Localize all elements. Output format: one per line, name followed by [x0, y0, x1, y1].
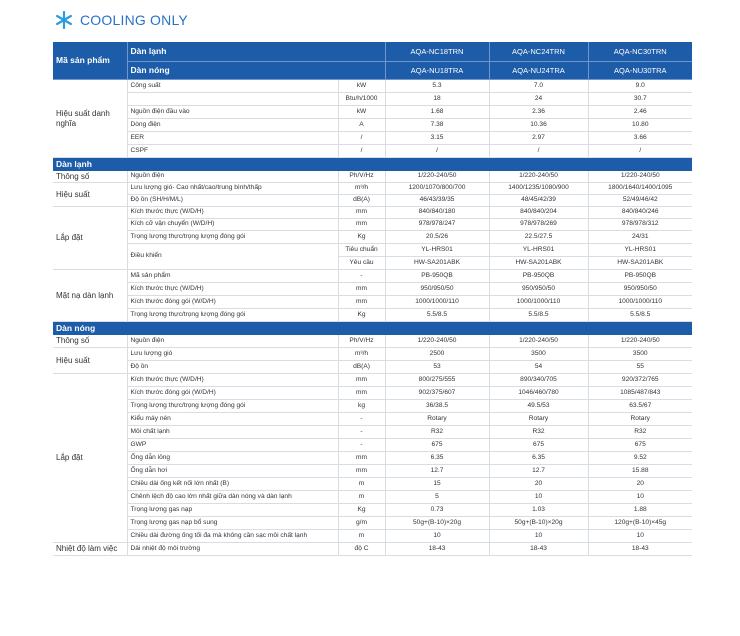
row-unit: mm — [338, 452, 385, 465]
row-value: 1200/1070/800/700 — [385, 183, 489, 195]
row-label: Ống dẫn lỏng — [127, 452, 338, 465]
table-row — [53, 400, 692, 413]
row-label: Chiều dài ống kết nối lớn nhất (B) — [127, 478, 338, 491]
row-value: 675 — [385, 439, 489, 452]
row-unit: mm — [338, 219, 385, 231]
row-value: 950/950/50 — [385, 283, 489, 296]
row-label: CSPF — [127, 145, 338, 158]
row-label: Chiều dài đường ống tối đa mà không cần sạc môi chất lạnh — [127, 530, 338, 543]
row-value: 2.36 — [489, 106, 588, 119]
row-value: 36/38.5 — [385, 400, 489, 413]
row-value: 675 — [588, 439, 692, 452]
row-value: 840/840/204 — [489, 207, 588, 219]
row-label: Nguồn điện — [127, 335, 338, 348]
row-value: PB-950QB — [385, 270, 489, 283]
row-label: Trọng lượng thực/trọng lượng đóng gói — [127, 231, 338, 244]
row-value: YL-HRS01 — [588, 244, 692, 257]
row-value: 2500 — [385, 348, 489, 361]
heading-title: COOLING ONLY — [80, 12, 188, 28]
row-label: Kiểu máy nén — [127, 413, 338, 426]
row-value: PB-950QB — [489, 270, 588, 283]
row-value: 1000/1000/110 — [588, 296, 692, 309]
table-row — [53, 132, 692, 145]
row-label: Nguồn điện — [127, 171, 338, 183]
row-value: 1.88 — [588, 504, 692, 517]
table-row — [53, 374, 692, 387]
row-value: Rotary — [588, 413, 692, 426]
row-value: 54 — [489, 361, 588, 374]
table-row — [53, 145, 692, 158]
row-value: 1.68 — [385, 106, 489, 119]
row-value: HW-SA201ABK — [489, 257, 588, 270]
table-row — [53, 231, 692, 244]
row-unit: mm — [338, 465, 385, 478]
table-row — [53, 452, 692, 465]
row-label: Trọng lượng thực/trọng lượng đóng gói — [127, 400, 338, 413]
row-value: 3.15 — [385, 132, 489, 145]
row-value: 18-43 — [588, 543, 692, 556]
row-value: 5.5/8.5 — [588, 309, 692, 322]
row-value: 1/220-240/50 — [489, 335, 588, 348]
row-value: 978/978/269 — [489, 219, 588, 231]
outdoor-model: AQA-NU30TRA — [588, 61, 692, 79]
row-unit: Ph/V/Hz — [338, 171, 385, 183]
table-row — [53, 387, 692, 400]
row-label: Mã sản phẩm — [127, 270, 338, 283]
row-value: 6.35 — [385, 452, 489, 465]
row-label: Môi chất lạnh — [127, 426, 338, 439]
row-value: 1400/1235/1080/900 — [489, 183, 588, 195]
row-value: PB-950QB — [588, 270, 692, 283]
row-value: 9.0 — [588, 80, 692, 93]
row-label: Dải nhiệt độ môi trường — [127, 543, 338, 556]
indoor-label: Dàn lạnh — [127, 42, 385, 61]
row-unit: Yêu cầu — [338, 257, 385, 270]
row-value: 18-43 — [385, 543, 489, 556]
table-row — [53, 219, 692, 231]
table-row — [53, 171, 692, 183]
row-unit: - — [338, 426, 385, 439]
row-label: GWP — [127, 439, 338, 452]
table-row — [53, 348, 692, 361]
row-value: 10 — [489, 530, 588, 543]
table-row — [53, 195, 692, 207]
table-row — [53, 439, 692, 452]
row-value: 22.5/27.5 — [489, 231, 588, 244]
row-label: Nguồn điện đầu vào — [127, 106, 338, 119]
snowflake-icon — [54, 10, 74, 30]
row-value: YL-HRS01 — [489, 244, 588, 257]
section-title: Dàn lạnh — [53, 158, 692, 171]
group-label: Hiệu suất — [53, 183, 127, 207]
row-value: 3.66 — [588, 132, 692, 145]
table-row — [53, 93, 692, 106]
row-value: 46/43/39/35 — [385, 195, 489, 207]
row-value: 3500 — [588, 348, 692, 361]
row-value: 24/31 — [588, 231, 692, 244]
row-unit: Kg — [338, 504, 385, 517]
table-row — [53, 491, 692, 504]
row-value: R32 — [489, 426, 588, 439]
table-row — [53, 296, 692, 309]
row-unit: mm — [338, 374, 385, 387]
header-row-outdoor — [53, 61, 692, 79]
row-unit: - — [338, 270, 385, 283]
row-value: 950/950/50 — [588, 283, 692, 296]
product-code-label: Mã sản phẩm — [53, 42, 127, 80]
row-value: 5.5/8.5 — [489, 309, 588, 322]
row-value: HW-SA201ABK — [588, 257, 692, 270]
row-unit: kW — [338, 80, 385, 93]
row-label: Lưu lượng gió- Cao nhất/cao/trung bình/thấp — [127, 183, 338, 195]
row-label — [127, 93, 338, 106]
row-value: 1/220-240/50 — [588, 335, 692, 348]
row-value: 1000/1000/110 — [489, 296, 588, 309]
row-unit: - — [338, 439, 385, 452]
row-value: 15 — [385, 478, 489, 491]
row-value: 1/220-240/50 — [385, 335, 489, 348]
row-value: 5 — [385, 491, 489, 504]
row-value: 9.52 — [588, 452, 692, 465]
row-label: Kích thước thực (W/D/H) — [127, 207, 338, 219]
row-label: EER — [127, 132, 338, 145]
row-value: 800/275/555 — [385, 374, 489, 387]
row-label: Kích cỡ vận chuyển (W/D/H) — [127, 219, 338, 231]
row-value: HW-SA201ABK — [385, 257, 489, 270]
row-unit: dB(A) — [338, 195, 385, 207]
table-row — [53, 504, 692, 517]
row-unit: m — [338, 491, 385, 504]
row-label: Kích thước đóng gói (W/D/H) — [127, 296, 338, 309]
row-value: 1000/1000/110 — [385, 296, 489, 309]
indoor-model: AQA-NC18TRN — [385, 42, 489, 61]
row-value: 50g+(B-10)×20g — [385, 517, 489, 530]
table-row — [53, 530, 692, 543]
row-value: 30.7 — [588, 93, 692, 106]
row-value: 675 — [489, 439, 588, 452]
row-value: 10.80 — [588, 119, 692, 132]
row-label: Công suất — [127, 80, 338, 93]
section-row-indoor — [53, 158, 692, 171]
row-unit: A — [338, 119, 385, 132]
row-label: Chênh lệch độ cao lớn nhất giữa dàn nóng và dàn lạnh — [127, 491, 338, 504]
row-value: 20 — [588, 478, 692, 491]
row-label: Lưu lượng gió — [127, 348, 338, 361]
row-unit: độ C — [338, 543, 385, 556]
row-value: 1/220-240/50 — [489, 171, 588, 183]
header-row-indoor — [53, 42, 692, 61]
row-value: 1.03 — [489, 504, 588, 517]
row-unit: kW — [338, 106, 385, 119]
row-value: 2.46 — [588, 106, 692, 119]
row-unit: Btu/h/1000 — [338, 93, 385, 106]
row-value: / — [489, 145, 588, 158]
row-label: Dòng điện — [127, 119, 338, 132]
table-row — [53, 478, 692, 491]
row-unit: kg — [338, 400, 385, 413]
indoor-model: AQA-NC30TRN — [588, 42, 692, 61]
table-row — [53, 543, 692, 556]
row-value: 53 — [385, 361, 489, 374]
indoor-model: AQA-NC24TRN — [489, 42, 588, 61]
group-label: Thông số — [53, 335, 127, 348]
row-value: 920/372/765 — [588, 374, 692, 387]
row-unit: / — [338, 145, 385, 158]
row-unit: m³/h — [338, 348, 385, 361]
row-value: 7.0 — [489, 80, 588, 93]
table-row — [53, 413, 692, 426]
section-heading — [54, 10, 188, 30]
table-row — [53, 335, 692, 348]
row-value: 24 — [489, 93, 588, 106]
row-value: 10 — [385, 530, 489, 543]
row-unit: / — [338, 132, 385, 145]
table-row — [53, 244, 692, 257]
row-label: Trọng lượng gas nạp — [127, 504, 338, 517]
outdoor-model: AQA-NU24TRA — [489, 61, 588, 79]
table-row — [53, 426, 692, 439]
row-label: Kích thước đóng gói (W/D/H) — [127, 387, 338, 400]
group-label: Lắp đặt — [53, 207, 127, 270]
table-row — [53, 283, 692, 296]
row-value: 2.97 — [489, 132, 588, 145]
row-value: 10.36 — [489, 119, 588, 132]
row-value: 49.5/53 — [489, 400, 588, 413]
row-value: 10 — [588, 530, 692, 543]
row-value: 20 — [489, 478, 588, 491]
row-value: Rotary — [489, 413, 588, 426]
outdoor-model: AQA-NU18TRA — [385, 61, 489, 79]
row-value: 5.5/8.5 — [385, 309, 489, 322]
row-value: 1/220-240/50 — [588, 171, 692, 183]
row-value: 10 — [588, 491, 692, 504]
row-value: 1046/460/780 — [489, 387, 588, 400]
row-value: 1800/1640/1400/1095 — [588, 183, 692, 195]
row-value: 7.38 — [385, 119, 489, 132]
row-value: R32 — [385, 426, 489, 439]
row-value: 18 — [385, 93, 489, 106]
row-value: / — [588, 145, 692, 158]
table-row — [53, 270, 692, 283]
section-title: Dàn nóng — [53, 322, 692, 335]
group-label: Nhiệt độ làm việc — [53, 543, 127, 556]
row-unit: mm — [338, 387, 385, 400]
group-label: Lắp đặt — [53, 374, 127, 543]
row-unit: mm — [338, 296, 385, 309]
row-unit: Kg — [338, 231, 385, 244]
row-unit: mm — [338, 207, 385, 219]
row-unit: m³/h — [338, 183, 385, 195]
row-value: / — [385, 145, 489, 158]
row-value: 12.7 — [489, 465, 588, 478]
row-unit: mm — [338, 283, 385, 296]
row-unit: Kg — [338, 309, 385, 322]
row-unit: dB(A) — [338, 361, 385, 374]
row-value: 55 — [588, 361, 692, 374]
row-unit: m — [338, 530, 385, 543]
row-label: Kích thước thực (W/D/H) — [127, 283, 338, 296]
row-value: 978/978/247 — [385, 219, 489, 231]
table-row — [53, 119, 692, 132]
row-unit: Tiêu chuẩn — [338, 244, 385, 257]
row-value: 18-43 — [489, 543, 588, 556]
row-value: 63.5/67 — [588, 400, 692, 413]
row-value: R32 — [588, 426, 692, 439]
row-value: 978/978/312 — [588, 219, 692, 231]
row-value: 890/340/705 — [489, 374, 588, 387]
table-row — [53, 465, 692, 478]
table-row — [53, 183, 692, 195]
table-row — [53, 361, 692, 374]
row-value: 50g+(B-10)×20g — [489, 517, 588, 530]
table-row — [53, 517, 692, 530]
table-row — [53, 106, 692, 119]
row-label: Độ ồn (SH/H/M/L) — [127, 195, 338, 207]
row-value: 15.88 — [588, 465, 692, 478]
table-row — [53, 207, 692, 219]
row-label: Điều khiển — [127, 244, 338, 270]
row-value: 120g+(B-10)×45g — [588, 517, 692, 530]
row-label: Kích thước thực (W/D/H) — [127, 374, 338, 387]
row-value: 6.35 — [489, 452, 588, 465]
row-value: 10 — [489, 491, 588, 504]
row-value: 20.5/26 — [385, 231, 489, 244]
row-label: Trọng lượng thực/trọng lượng đóng gói — [127, 309, 338, 322]
row-value: 12.7 — [385, 465, 489, 478]
row-value: 5.3 — [385, 80, 489, 93]
row-label: Độ ồn — [127, 361, 338, 374]
outdoor-label: Dàn nóng — [127, 61, 385, 79]
group-label: Hiệu suất — [53, 348, 127, 374]
row-label: Ống dẫn hơi — [127, 465, 338, 478]
section-row-outdoor — [53, 322, 692, 335]
row-label: Trọng lượng gas nạp bổ sung — [127, 517, 338, 530]
row-unit: Ph/V/Hz — [338, 335, 385, 348]
spec-table — [53, 42, 692, 556]
row-value: YL-HRS01 — [385, 244, 489, 257]
row-value: 840/840/180 — [385, 207, 489, 219]
row-value: 1085/487/843 — [588, 387, 692, 400]
row-value: 902/375/607 — [385, 387, 489, 400]
group-label: Mặt nạ dàn lạnh — [53, 270, 127, 322]
row-value: 48/45/42/39 — [489, 195, 588, 207]
row-unit: g/m — [338, 517, 385, 530]
row-value: 3500 — [489, 348, 588, 361]
row-value: Rotary — [385, 413, 489, 426]
row-unit: - — [338, 413, 385, 426]
row-value: 840/840/246 — [588, 207, 692, 219]
group-label: Hiệu suất danh nghĩa — [53, 80, 127, 158]
row-value: 1/220-240/50 — [385, 171, 489, 183]
row-value: 52/49/46/42 — [588, 195, 692, 207]
table-row — [53, 309, 692, 322]
row-value: 950/950/50 — [489, 283, 588, 296]
row-value: 0.73 — [385, 504, 489, 517]
group-label: Thông số — [53, 171, 127, 183]
row-unit: m — [338, 478, 385, 491]
table-row — [53, 80, 692, 93]
